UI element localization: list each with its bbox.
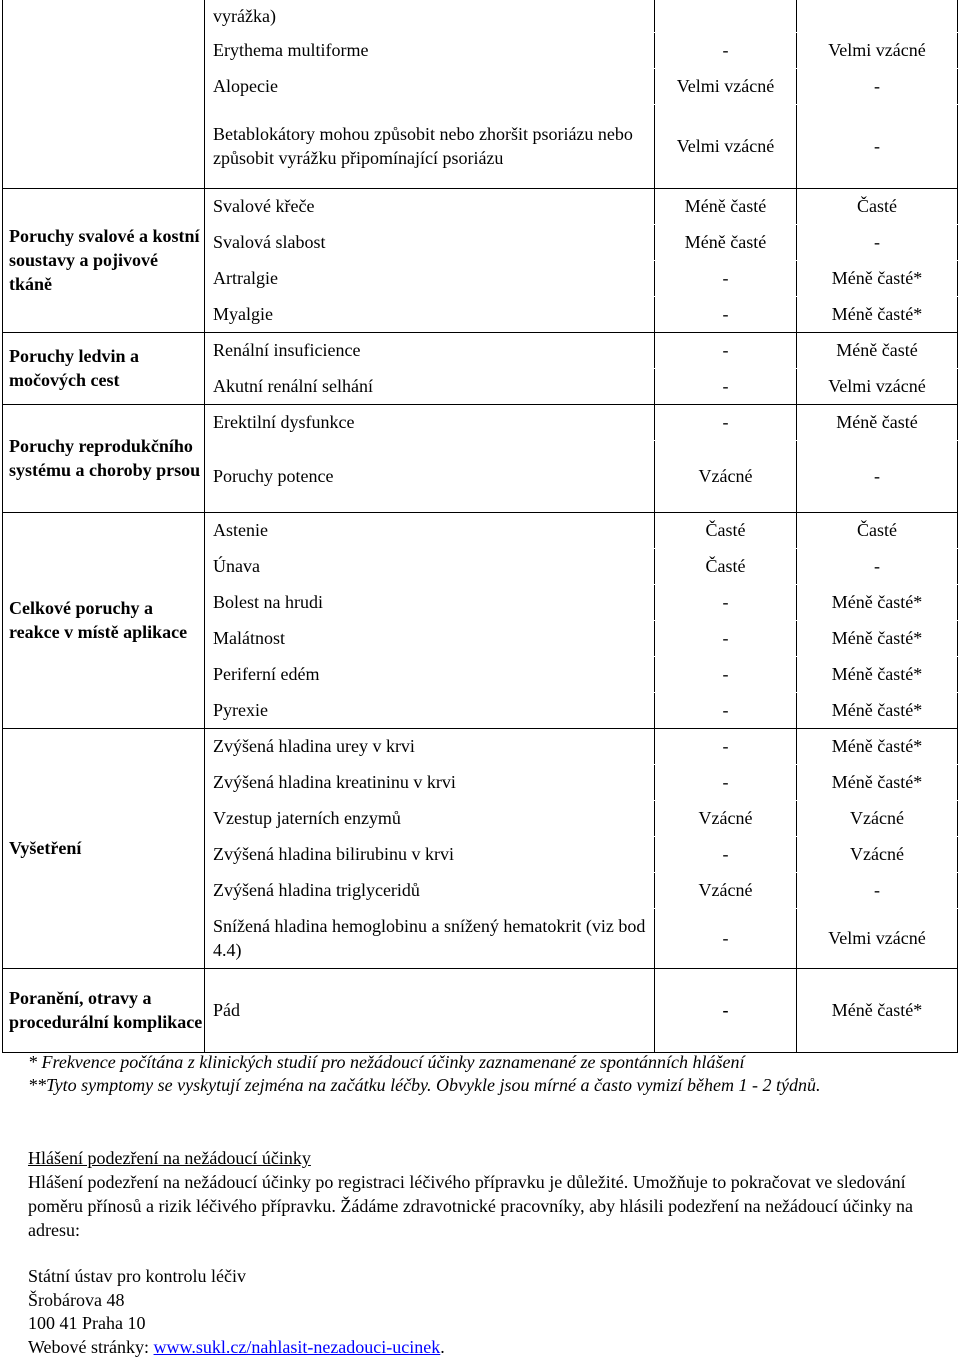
frequency-cell: -: [797, 68, 958, 104]
frequency-cell: Méně časté*: [797, 260, 958, 296]
table-row: [3, 0, 958, 32]
frequency-cell: -: [655, 260, 797, 296]
frequency-cell: -: [655, 692, 797, 728]
web-label: Webové stránky:: [28, 1336, 154, 1357]
adverse-effect-term: Malátnost: [205, 620, 655, 656]
frequency-cell: -: [655, 332, 797, 368]
frequency-cell: Vzácné: [797, 800, 958, 836]
adverse-effect-term: Vzestup jaterních enzymů: [205, 800, 655, 836]
frequency-cell: Velmi vzácné: [797, 368, 958, 404]
organ-class-cell: Poruchy svalové a kostní soustavy a pojivové tkáně: [3, 188, 205, 332]
frequency-cell: Méně časté*: [797, 764, 958, 800]
table-row: [3, 188, 958, 224]
organ-class-cell: Celkové poruchy a reakce v místě aplikace: [3, 512, 205, 728]
frequency-cell: -: [797, 440, 958, 512]
web-period: .: [440, 1336, 445, 1357]
adverse-effect-term: Renální insuficience: [205, 332, 655, 368]
frequency-cell: -: [655, 296, 797, 332]
frequency-cell: Méně časté*: [797, 584, 958, 620]
organ-class-cell: Poruchy ledvin a močových cest: [3, 332, 205, 404]
adverse-effect-term: Svalová slabost: [205, 224, 655, 260]
footnote-symptoms: **Tyto symptomy se vyskytují zejména na začátku léčby. Obvykle jsou mírné a často vymizí během 1 - 2 týdnů.: [28, 1075, 821, 1095]
organ-class-cell: Poruchy reprodukčního systému a choroby prsou: [3, 404, 205, 512]
adverse-effect-term: Zvýšená hladina bilirubinu v krvi: [205, 836, 655, 872]
frequency-cell: [797, 0, 958, 32]
frequency-cell: Méně časté: [797, 332, 958, 368]
frequency-cell: -: [797, 104, 958, 188]
adverse-effect-term: Pyrexie: [205, 692, 655, 728]
address-org: Státní ústav pro kontrolu léčiv: [28, 1266, 246, 1286]
address-block: [28, 1265, 445, 1359]
frequency-cell: -: [655, 968, 797, 1052]
frequency-cell: Velmi vzácné: [655, 68, 797, 104]
frequency-cell: Vzácné: [655, 800, 797, 836]
adverse-effect-term: Periferní edém: [205, 656, 655, 692]
adverse-effect-term: Erythema multiforme: [205, 32, 655, 68]
reporting-section: [28, 1146, 938, 1242]
frequency-cell: -: [797, 548, 958, 584]
adverse-effect-term: Snížená hladina hemoglobinu a snížený hematokrit (viz bod 4.4): [205, 908, 655, 968]
frequency-cell: Vzácné: [797, 836, 958, 872]
address-street: Šrobárova 48: [28, 1289, 125, 1310]
adverse-effect-term: Alopecie: [205, 68, 655, 104]
reporting-text: Hlášení podezření na nežádoucí účinky po registraci léčivého přípravku je důležité. Umožňuje to pokračovat ve sledování poměru přínosů a rizik léčivého přípravku. Žádáme zdravotnické pracovníky, aby hlásili podezření na nežádoucí účinky na adresu:: [28, 1172, 914, 1240]
adverse-effect-term: Únava: [205, 548, 655, 584]
frequency-cell: Časté: [655, 548, 797, 584]
adverse-effect-term: Bolest na hrudi: [205, 584, 655, 620]
organ-class-cell: [3, 0, 205, 188]
frequency-cell: Méně časté: [655, 188, 797, 224]
sukl-report-link[interactable]: www.sukl.cz/nahlasit-nezadouci-ucinek: [153, 1336, 441, 1357]
frequency-cell: Méně časté*: [797, 656, 958, 692]
adverse-effects-table: [2, 0, 958, 1053]
table-row: [3, 728, 958, 764]
organ-class-cell: Vyšetření: [3, 728, 205, 968]
frequency-cell: Velmi vzácné: [655, 104, 797, 188]
adverse-effect-term: Artralgie: [205, 260, 655, 296]
adverse-effect-term: Zvýšená hladina kreatininu v krvi: [205, 764, 655, 800]
frequency-cell: Velmi vzácné: [797, 908, 958, 968]
adverse-effect-term: vyrážka): [205, 0, 655, 32]
table-row: [3, 968, 958, 1052]
reporting-heading: Hlášení podezření na nežádoucí účinky: [28, 1148, 311, 1168]
adverse-effect-term: Pád: [205, 968, 655, 1052]
frequency-cell: -: [655, 908, 797, 968]
frequency-cell: -: [655, 728, 797, 764]
frequency-cell: Vzácné: [655, 440, 797, 512]
adverse-effect-term: Erektilní dysfunkce: [205, 404, 655, 440]
frequency-cell: -: [655, 404, 797, 440]
organ-class-cell: Poranění, otravy a procedurální komplikace: [3, 968, 205, 1052]
frequency-cell: -: [655, 764, 797, 800]
adverse-effect-term: Myalgie: [205, 296, 655, 332]
frequency-cell: Méně časté: [797, 404, 958, 440]
frequency-cell: -: [655, 368, 797, 404]
frequency-cell: Velmi vzácné: [797, 32, 958, 68]
frequency-cell: Časté: [655, 512, 797, 548]
frequency-cell: -: [655, 836, 797, 872]
footnote-frequency: * Frekvence počítána z klinických studií pro nežádoucí účinky zaznamenané ze spontánních hlášení: [28, 1052, 745, 1072]
frequency-cell: Méně časté*: [797, 968, 958, 1052]
frequency-cell: [655, 0, 797, 32]
table-row: [3, 512, 958, 548]
frequency-cell: -: [655, 656, 797, 692]
frequency-cell: Méně časté*: [797, 296, 958, 332]
frequency-cell: -: [797, 872, 958, 908]
frequency-cell: Časté: [797, 512, 958, 548]
frequency-cell: Méně časté: [655, 224, 797, 260]
adverse-effect-term: Akutní renální selhání: [205, 368, 655, 404]
frequency-cell: Méně časté*: [797, 728, 958, 764]
adverse-effect-term: Betablokátory mohou způsobit nebo zhoršit psoriázu nebo způsobit vyrážku připomínající psoriázu: [205, 104, 655, 188]
adverse-effect-term: Zvýšená hladina triglyceridů: [205, 872, 655, 908]
frequency-cell: Časté: [797, 188, 958, 224]
adverse-effect-term: Zvýšená hladina urey v krvi: [205, 728, 655, 764]
adverse-effect-term: Astenie: [205, 512, 655, 548]
address-city: 100 41 Praha 10: [28, 1313, 146, 1333]
adverse-effect-term: Poruchy potence: [205, 440, 655, 512]
frequency-cell: Méně časté*: [797, 692, 958, 728]
frequency-cell: -: [655, 584, 797, 620]
frequency-cell: -: [655, 32, 797, 68]
footnotes: [28, 1051, 928, 1097]
table-row: [3, 332, 958, 368]
frequency-cell: -: [797, 224, 958, 260]
table-row: [3, 404, 958, 440]
frequency-cell: Vzácné: [655, 872, 797, 908]
address-web: [28, 1336, 445, 1360]
frequency-cell: Méně časté*: [797, 620, 958, 656]
frequency-cell: -: [655, 620, 797, 656]
adverse-effect-term: Svalové křeče: [205, 188, 655, 224]
